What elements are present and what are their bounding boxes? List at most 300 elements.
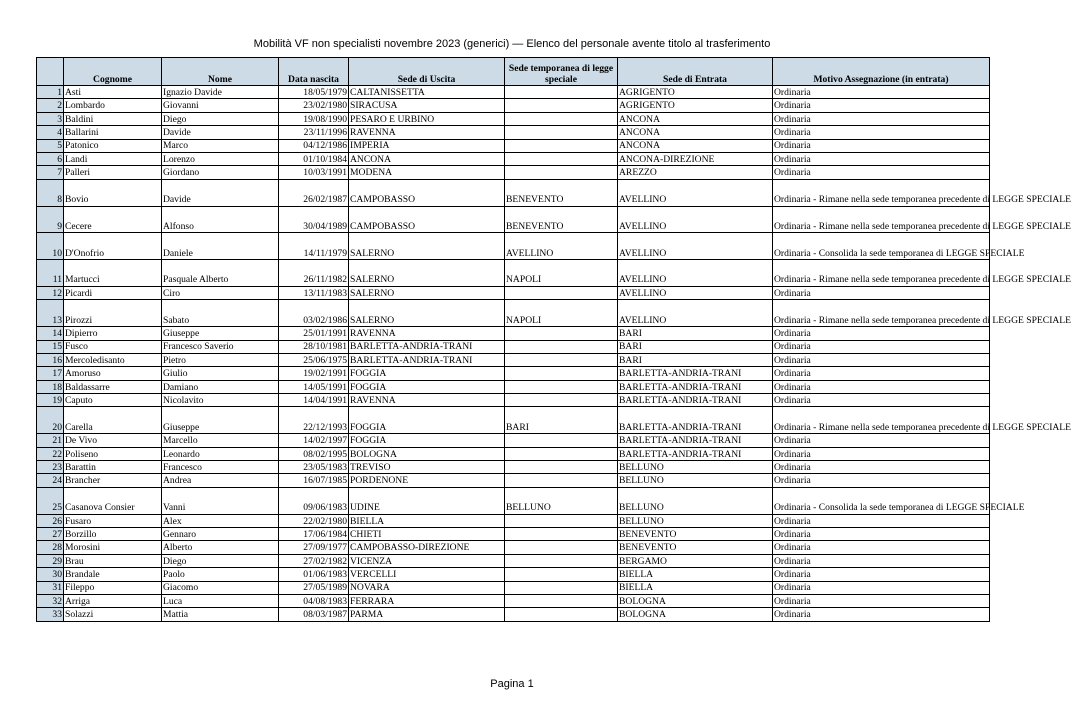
cell-motivo: Ordinaria — [773, 608, 990, 621]
cell-cognome: Fileppo — [64, 581, 162, 594]
cell-sede-uscita: FOGGIA — [349, 380, 505, 393]
cell-sede-entrata: BOLOGNA — [618, 594, 773, 607]
cell-sede-entrata: AVELLINO — [618, 286, 773, 299]
cell-motivo: Ordinaria — [773, 514, 990, 527]
cell-sede-temporanea — [505, 340, 618, 353]
cell-data-nascita: 10/03/1991 — [279, 166, 349, 179]
cell-motivo: Ordinaria — [773, 581, 990, 594]
cell-nome: Marco — [162, 139, 279, 152]
cell-motivo: Ordinaria — [773, 353, 990, 366]
table-row — [37, 166, 990, 179]
cell-sede-uscita: CAMPOBASSO — [349, 206, 505, 233]
table-row — [37, 179, 990, 206]
row-index: 27 — [37, 528, 64, 541]
cell-data-nascita: 13/11/1983 — [279, 286, 349, 299]
table-row — [37, 608, 990, 621]
cell-data-nascita: 28/10/1981 — [279, 340, 349, 353]
cell-motivo: Ordinaria — [773, 541, 990, 554]
row-index: 33 — [37, 608, 64, 621]
cell-sede-entrata: BARLETTA-ANDRIA-TRANI — [618, 394, 773, 407]
cell-sede-temporanea — [505, 434, 618, 447]
cell-data-nascita: 23/05/1983 — [279, 461, 349, 474]
cell-data-nascita: 08/03/1987 — [279, 608, 349, 621]
cell-sede-uscita: TREVISO — [349, 461, 505, 474]
table-row — [37, 152, 990, 165]
cell-motivo: Ordinaria — [773, 286, 990, 299]
table-row — [37, 514, 990, 527]
cell-nome: Luca — [162, 594, 279, 607]
cell-cognome: Asti — [64, 86, 162, 99]
table-row — [37, 340, 990, 353]
table-row — [37, 447, 990, 460]
cell-sede-uscita: BOLOGNA — [349, 447, 505, 460]
cell-sede-temporanea — [505, 99, 618, 112]
cell-nome: Lorenzo — [162, 152, 279, 165]
cell-sede-temporanea: BARI — [505, 407, 618, 434]
cell-cognome: Fusco — [64, 340, 162, 353]
document-title: Mobilità VF non specialisti novembre 2023 (generici) — Elenco del personale avente titolo al trasferimento — [253, 38, 771, 50]
cell-sede-uscita: SIRACUSA — [349, 99, 505, 112]
cell-data-nascita: 18/05/1979 — [279, 86, 349, 99]
table-header-row — [37, 58, 990, 86]
cell-sede-uscita: ANCONA — [349, 152, 505, 165]
cell-data-nascita: 27/09/1977 — [279, 541, 349, 554]
table-row — [37, 461, 990, 474]
cell-cognome: Casanova Consier — [64, 487, 162, 514]
cell-sede-uscita: MODENA — [349, 166, 505, 179]
cell-cognome: Borzillo — [64, 528, 162, 541]
cell-sede-entrata: BARLETTA-ANDRIA-TRANI — [618, 434, 773, 447]
header-data-nascita: Data nascita — [279, 58, 349, 86]
cell-sede-entrata: AGRIGENTO — [618, 86, 773, 99]
cell-nome: Francesco — [162, 461, 279, 474]
cell-data-nascita: 09/06/1983 — [279, 487, 349, 514]
cell-cognome: Solazzi — [64, 608, 162, 621]
table-row — [37, 541, 990, 554]
cell-nome: Alberto — [162, 541, 279, 554]
cell-data-nascita: 27/02/1982 — [279, 554, 349, 567]
cell-sede-temporanea — [505, 327, 618, 340]
cell-nome: Pasquale Alberto — [162, 260, 279, 287]
cell-data-nascita: 14/02/1997 — [279, 434, 349, 447]
cell-motivo: Ordinaria — [773, 126, 990, 139]
cell-sede-temporanea — [505, 581, 618, 594]
cell-data-nascita: 03/02/1986 — [279, 300, 349, 327]
cell-motivo: Ordinaria — [773, 568, 990, 581]
cell-sede-entrata: BENEVENTO — [618, 541, 773, 554]
cell-data-nascita: 25/01/1991 — [279, 327, 349, 340]
cell-nome: Marcello — [162, 434, 279, 447]
cell-cognome: Dipierro — [64, 327, 162, 340]
table-row — [37, 206, 990, 233]
cell-sede-temporanea — [505, 608, 618, 621]
cell-motivo: Ordinaria - Rimane nella sede temporanea precedente di LEGGE SPECIALE — [773, 260, 990, 287]
cell-nome: Davide — [162, 126, 279, 139]
cell-cognome: Arriga — [64, 594, 162, 607]
cell-motivo: Ordinaria — [773, 112, 990, 125]
row-index: 32 — [37, 594, 64, 607]
cell-motivo: Ordinaria — [773, 554, 990, 567]
cell-cognome: Picardi — [64, 286, 162, 299]
row-index: 16 — [37, 353, 64, 366]
row-index: 10 — [37, 233, 64, 260]
cell-motivo: Ordinaria — [773, 474, 990, 487]
cell-motivo: Ordinaria — [773, 99, 990, 112]
cell-sede-temporanea — [505, 554, 618, 567]
cell-sede-uscita: FOGGIA — [349, 407, 505, 434]
cell-sede-entrata: BIELLA — [618, 568, 773, 581]
cell-sede-uscita: CALTANISSETTA — [349, 86, 505, 99]
row-index: 15 — [37, 340, 64, 353]
row-index: 31 — [37, 581, 64, 594]
cell-data-nascita: 23/02/1980 — [279, 99, 349, 112]
table-row — [37, 394, 990, 407]
row-index: 29 — [37, 554, 64, 567]
cell-motivo: Ordinaria — [773, 447, 990, 460]
header-sede-entrata: Sede di Entrata — [618, 58, 773, 86]
cell-data-nascita: 01/10/1984 — [279, 152, 349, 165]
cell-sede-temporanea — [505, 528, 618, 541]
cell-cognome: Amoruso — [64, 367, 162, 380]
table-row — [37, 554, 990, 567]
row-index: 19 — [37, 394, 64, 407]
cell-nome: Pietro — [162, 353, 279, 366]
cell-cognome: Lombardo — [64, 99, 162, 112]
cell-sede-entrata: BARI — [618, 327, 773, 340]
cell-sede-temporanea: BELLUNO — [505, 487, 618, 514]
table-row — [37, 407, 990, 434]
cell-nome: Giovanni — [162, 99, 279, 112]
cell-sede-uscita: BARLETTA-ANDRIA-TRANI — [349, 340, 505, 353]
row-index: 25 — [37, 487, 64, 514]
cell-sede-entrata: ANCONA — [618, 139, 773, 152]
cell-sede-uscita: PARMA — [349, 608, 505, 621]
cell-data-nascita: 17/06/1984 — [279, 528, 349, 541]
cell-sede-entrata: BOLOGNA — [618, 608, 773, 621]
row-index: 12 — [37, 286, 64, 299]
table-row — [37, 139, 990, 152]
cell-nome: Sabato — [162, 300, 279, 327]
cell-cognome: D'Onofrio — [64, 233, 162, 260]
cell-nome: Giordano — [162, 166, 279, 179]
cell-sede-entrata: BARLETTA-ANDRIA-TRANI — [618, 380, 773, 393]
cell-sede-entrata: BIELLA — [618, 581, 773, 594]
cell-cognome: Fusaro — [64, 514, 162, 527]
cell-motivo: Ordinaria — [773, 434, 990, 447]
cell-sede-temporanea — [505, 568, 618, 581]
cell-sede-temporanea — [505, 541, 618, 554]
cell-cognome: Brau — [64, 554, 162, 567]
cell-sede-uscita: UDINE — [349, 487, 505, 514]
personnel-table — [36, 57, 1071, 622]
cell-data-nascita: 19/08/1990 — [279, 112, 349, 125]
cell-nome: Paolo — [162, 568, 279, 581]
cell-sede-temporanea — [505, 112, 618, 125]
cell-sede-uscita: RAVENNA — [349, 327, 505, 340]
cell-nome: Giulio — [162, 367, 279, 380]
row-index: 28 — [37, 541, 64, 554]
cell-nome: Leonardo — [162, 447, 279, 460]
cell-sede-entrata: BELLUNO — [618, 461, 773, 474]
row-index: 21 — [37, 434, 64, 447]
cell-motivo: Ordinaria - Consolida la sede temporanea di LEGGE SPECIALE — [773, 233, 990, 260]
cell-sede-temporanea: NAPOLI — [505, 300, 618, 327]
cell-cognome: Morosini — [64, 541, 162, 554]
cell-cognome: De Vivo — [64, 434, 162, 447]
cell-data-nascita: 22/02/1980 — [279, 514, 349, 527]
cell-sede-temporanea — [505, 353, 618, 366]
cell-nome: Mattia — [162, 608, 279, 621]
cell-sede-temporanea: BENEVENTO — [505, 179, 618, 206]
row-index: 30 — [37, 568, 64, 581]
cell-sede-temporanea: BENEVENTO — [505, 206, 618, 233]
cell-sede-entrata: AVELLINO — [618, 233, 773, 260]
row-index: 11 — [37, 260, 64, 287]
cell-cognome: Ballarini — [64, 126, 162, 139]
cell-sede-uscita: RAVENNA — [349, 126, 505, 139]
header-sede-temporanea: Sede temporanea di legge speciale — [505, 58, 618, 86]
cell-data-nascita: 08/02/1995 — [279, 447, 349, 460]
cell-sede-entrata: BARLETTA-ANDRIA-TRANI — [618, 367, 773, 380]
cell-motivo: Ordinaria - Rimane nella sede temporanea precedente di LEGGE SPECIALE — [773, 407, 990, 434]
cell-sede-uscita: PORDENONE — [349, 474, 505, 487]
row-index: 26 — [37, 514, 64, 527]
cell-data-nascita: 30/04/1989 — [279, 206, 349, 233]
table-row — [37, 300, 990, 327]
cell-sede-uscita: BIELLA — [349, 514, 505, 527]
row-index: 6 — [37, 152, 64, 165]
row-index: 8 — [37, 179, 64, 206]
cell-sede-entrata: ANCONA — [618, 112, 773, 125]
cell-motivo: Ordinaria — [773, 461, 990, 474]
cell-sede-entrata: ANCONA-DIREZIONE — [618, 152, 773, 165]
cell-motivo: Ordinaria - Rimane nella sede temporanea precedente di LEGGE SPECIALE — [773, 206, 990, 233]
row-index: 22 — [37, 447, 64, 460]
cell-sede-temporanea — [505, 394, 618, 407]
cell-sede-entrata: BENEVENTO — [618, 528, 773, 541]
cell-data-nascita: 27/05/1989 — [279, 581, 349, 594]
cell-sede-temporanea — [505, 126, 618, 139]
cell-nome: Francesco Saverio — [162, 340, 279, 353]
cell-nome: Diego — [162, 554, 279, 567]
cell-motivo: Ordinaria — [773, 594, 990, 607]
header-index — [37, 58, 64, 86]
header-motivo: Motivo Assegnazione (in entrata) — [773, 58, 990, 86]
cell-sede-entrata: ANCONA — [618, 126, 773, 139]
cell-sede-uscita: VICENZA — [349, 554, 505, 567]
cell-nome: Damiano — [162, 380, 279, 393]
cell-sede-temporanea: NAPOLI — [505, 260, 618, 287]
cell-sede-entrata: BARI — [618, 340, 773, 353]
cell-data-nascita: 22/12/1993 — [279, 407, 349, 434]
cell-nome: Diego — [162, 112, 279, 125]
cell-cognome: Cecere — [64, 206, 162, 233]
cell-motivo: Ordinaria — [773, 139, 990, 152]
cell-sede-uscita: CAMPOBASSO — [349, 179, 505, 206]
cell-cognome: Bovio — [64, 179, 162, 206]
table-row — [37, 233, 990, 260]
cell-cognome: Baldassarre — [64, 380, 162, 393]
cell-data-nascita: 04/08/1983 — [279, 594, 349, 607]
cell-sede-entrata: AVELLINO — [618, 300, 773, 327]
cell-nome: Alex — [162, 514, 279, 527]
cell-motivo: Ordinaria - Rimane nella sede temporanea precedente di LEGGE SPECIALE — [773, 179, 990, 206]
cell-nome: Vanni — [162, 487, 279, 514]
cell-data-nascita: 14/04/1991 — [279, 394, 349, 407]
row-index: 23 — [37, 461, 64, 474]
cell-sede-temporanea — [505, 139, 618, 152]
cell-sede-temporanea: AVELLINO — [505, 233, 618, 260]
table-row — [37, 594, 990, 607]
cell-sede-uscita: NOVARA — [349, 581, 505, 594]
cell-sede-entrata: BELLUNO — [618, 514, 773, 527]
cell-sede-uscita: FOGGIA — [349, 434, 505, 447]
table-row — [37, 260, 990, 287]
cell-sede-temporanea — [505, 514, 618, 527]
cell-data-nascita: 16/07/1985 — [279, 474, 349, 487]
cell-sede-entrata: BARI — [618, 353, 773, 366]
table-row — [37, 112, 990, 125]
cell-nome: Davide — [162, 179, 279, 206]
cell-sede-entrata: AREZZO — [618, 166, 773, 179]
cell-sede-temporanea — [505, 367, 618, 380]
table-row — [37, 487, 990, 514]
cell-nome: Ciro — [162, 286, 279, 299]
row-index: 18 — [37, 380, 64, 393]
cell-sede-entrata: BELLUNO — [618, 487, 773, 514]
cell-cognome: Mercoledisanto — [64, 353, 162, 366]
cell-sede-temporanea — [505, 461, 618, 474]
cell-sede-uscita: RAVENNA — [349, 394, 505, 407]
cell-data-nascita: 23/11/1996 — [279, 126, 349, 139]
cell-motivo: Ordinaria — [773, 86, 990, 99]
cell-sede-entrata: AVELLINO — [618, 260, 773, 287]
cell-sede-uscita: FERRARA — [349, 594, 505, 607]
cell-motivo: Ordinaria — [773, 528, 990, 541]
cell-cognome: Martucci — [64, 260, 162, 287]
cell-data-nascita: 01/06/1983 — [279, 568, 349, 581]
cell-cognome: Baldini — [64, 112, 162, 125]
cell-data-nascita: 19/02/1991 — [279, 367, 349, 380]
row-index: 17 — [37, 367, 64, 380]
cell-data-nascita: 26/11/1982 — [279, 260, 349, 287]
cell-sede-temporanea — [505, 86, 618, 99]
cell-sede-uscita: CHIETI — [349, 528, 505, 541]
row-index: 1 — [37, 86, 64, 99]
cell-sede-entrata: AGRIGENTO — [618, 99, 773, 112]
cell-cognome: Palleri — [64, 166, 162, 179]
cell-data-nascita: 14/05/1991 — [279, 380, 349, 393]
cell-cognome: Barattin — [64, 461, 162, 474]
table-row — [37, 367, 990, 380]
cell-data-nascita: 14/11/1979 — [279, 233, 349, 260]
table-row — [37, 581, 990, 594]
row-index: 13 — [37, 300, 64, 327]
cell-cognome: Carella — [64, 407, 162, 434]
cell-data-nascita: 26/02/1987 — [279, 179, 349, 206]
cell-sede-entrata: BERGAMO — [618, 554, 773, 567]
cell-nome: Daniele — [162, 233, 279, 260]
row-index: 14 — [37, 327, 64, 340]
cell-cognome: Landi — [64, 152, 162, 165]
cell-data-nascita: 25/06/1975 — [279, 353, 349, 366]
cell-nome: Giuseppe — [162, 327, 279, 340]
header-nome: Nome — [162, 58, 279, 86]
cell-cognome: Poliseno — [64, 447, 162, 460]
cell-nome: Ignazio Davide — [162, 86, 279, 99]
cell-sede-uscita: SALERNO — [349, 286, 505, 299]
cell-cognome: Patonico — [64, 139, 162, 152]
cell-motivo: Ordinaria - Consolida la sede temporanea di LEGGE SPECIALE — [773, 487, 990, 514]
cell-sede-uscita: BARLETTA-ANDRIA-TRANI — [349, 353, 505, 366]
header-cognome: Cognome — [64, 58, 162, 86]
cell-sede-uscita: CAMPOBASSO-DIREZIONE — [349, 541, 505, 554]
row-index: 9 — [37, 206, 64, 233]
cell-sede-uscita: SALERNO — [349, 260, 505, 287]
page-number: Pagina 1 — [490, 678, 534, 690]
cell-cognome: Pirozzi — [64, 300, 162, 327]
cell-sede-temporanea — [505, 286, 618, 299]
cell-sede-temporanea — [505, 594, 618, 607]
table-row — [37, 353, 990, 366]
cell-motivo: Ordinaria — [773, 380, 990, 393]
cell-sede-entrata: BARLETTA-ANDRIA-TRANI — [618, 447, 773, 460]
table-row — [37, 286, 990, 299]
cell-nome: Andrea — [162, 474, 279, 487]
row-index: 20 — [37, 407, 64, 434]
cell-sede-uscita: FOGGIA — [349, 367, 505, 380]
cell-motivo: Ordinaria — [773, 367, 990, 380]
cell-sede-entrata: AVELLINO — [618, 206, 773, 233]
cell-data-nascita: 04/12/1986 — [279, 139, 349, 152]
table-row — [37, 434, 990, 447]
cell-sede-entrata: BARLETTA-ANDRIA-TRANI — [618, 407, 773, 434]
header-sede-uscita: Sede di Uscita — [349, 58, 505, 86]
cell-motivo: Ordinaria — [773, 152, 990, 165]
table-row — [37, 327, 990, 340]
row-index: 5 — [37, 139, 64, 152]
cell-motivo: Ordinaria - Rimane nella sede temporanea precedente di LEGGE SPECIALE — [773, 300, 990, 327]
cell-cognome: Brancher — [64, 474, 162, 487]
row-index: 3 — [37, 112, 64, 125]
row-index: 7 — [37, 166, 64, 179]
cell-nome: Giacomo — [162, 581, 279, 594]
table-row — [37, 126, 990, 139]
cell-sede-temporanea — [505, 380, 618, 393]
cell-sede-temporanea — [505, 474, 618, 487]
table-row — [37, 99, 990, 112]
cell-sede-temporanea — [505, 447, 618, 460]
row-index: 4 — [37, 126, 64, 139]
cell-cognome: Brandale — [64, 568, 162, 581]
table-row — [37, 528, 990, 541]
cell-sede-uscita: VERCELLI — [349, 568, 505, 581]
table-row — [37, 474, 990, 487]
table-row — [37, 380, 990, 393]
cell-nome: Giuseppe — [162, 407, 279, 434]
cell-sede-entrata: AVELLINO — [618, 179, 773, 206]
cell-sede-uscita: IMPERIA — [349, 139, 505, 152]
row-index: 2 — [37, 99, 64, 112]
cell-sede-uscita: SALERNO — [349, 233, 505, 260]
row-index: 24 — [37, 474, 64, 487]
cell-sede-entrata: BELLUNO — [618, 474, 773, 487]
cell-nome: Alfonso — [162, 206, 279, 233]
cell-motivo: Ordinaria — [773, 340, 990, 353]
table-row — [37, 86, 990, 99]
cell-sede-uscita: SALERNO — [349, 300, 505, 327]
cell-motivo: Ordinaria — [773, 394, 990, 407]
